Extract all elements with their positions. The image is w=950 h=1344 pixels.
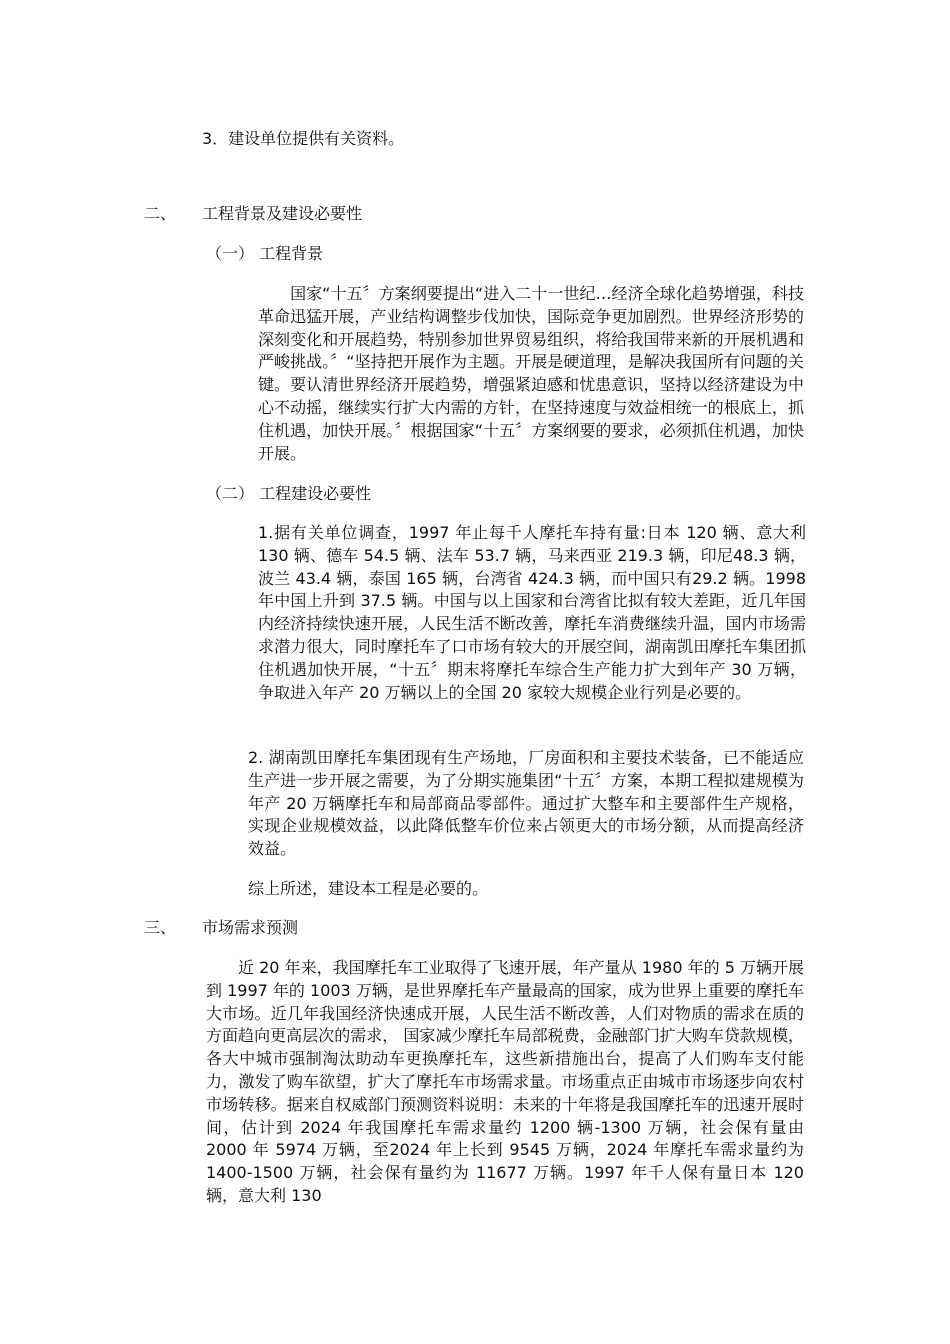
market-paragraph: 近 20 年来，我国摩托车工业取得了飞速开展，年产量从 1980 年的 5 万辆开展到 1997 年的 1003 万辆，是世界摩托车产量最高的国家，成为世界上重要的摩托车大市场。近几年我国经济快速成开展，人民生活不断改善，人们对物质的需求在质的方面趋向更高层次的需求， 国家减少摩托车局部税费，金融部门扩大购车贷款规模，各大中城市强制淘汰助动车更换摩托车，这些新措施出台，提高了人们购车支付能力，激发了购车欲望，扩大了摩托车市场需求量。市场重点正由城市市场逐步向农村市场转移。据来自权威部门预测资料说明：未来的十年将是我国摩托车的迅速开展时间，估计到 2024 年我国摩托车需求量约 1200 辆-1300 万辆，社会保有量由 2000 年 5974 万辆，至2024 年上长到 9545 万辆，2024 年摩托车需求量约为 1400-1500 万辆，社会保有量约为 11677 万辆。1997 年千人保有量日本 120 辆，意大利 130 xyxy=(206,958,810,1205)
necessity-paragraph-1: 1.据有关单位调查，1997 年止每千人摩托车持有量:日本 120 辆、意大利 130 辆、德车 54.5 辆、法车 53.7 辆，马来西亚 219.3 辆，印尼48.3 辆，波兰 43.4 辆，泰国 165 辆，台湾省 424.3 辆，而中国只有29.2 辆。1998 年中国上升到 37.5 辆。中国与以上国家和台湾省比拟有较大差距，近几年国内经济持续快速开展，人民生活不断改善，摩托车消费继续升温，国内市场需求潜力很大，同时摩托车了口市场有较大的开展空间，湖南凯田摩托车集团抓住机遇加快开展，“十五〞期末将摩托车综合生产能力扩大到年产 30 万辆，争取进入年产 20 万辆以上的全国 20 家较大规模企业行列是必要的。 xyxy=(258,523,812,702)
section-3-number: 三、 xyxy=(144,918,177,937)
section-2-number: 二、 xyxy=(144,204,177,223)
item-3: 3．建设单位提供有关资料。 xyxy=(202,129,405,148)
section-3-title: 市场需求预测 xyxy=(202,918,299,937)
background-paragraph: 国家“十五〞方案纲要提出“进入二十一世纪…经济全球化趋势增强，科技革命迅猛开展，产业结构调整步伐加快，国际竞争更加剧烈。世界经济形势的深刻变化和开展趋势，特别参加世界贸易组织，将给我国带来新的开展机遇和严峻挑战。〞“坚持把开展作为主题。开展是硬道理，是解决我国所有问题的关键。要认清世界经济开展趋势，增强紧迫感和忧患意识，坚持以经济建设为中心不动摇，继续实行扩大内需的方针，在坚持速度与效益相统一的根底上，抓住机遇，加快开展。〞根据国家“十五〞方案纲要的要求，必须抓住机遇，加快开展。 xyxy=(258,284,804,463)
necessity-paragraph-2: 2. 湖南凯田摩托车集团现有生产场地，厂房面积和主要技术装备，已不能适应生产进一步开展之需要，为了分期实施集团“十五〞方案，本期工程拟建规模为年产 20 万辆摩托车和局部商品零部件。通过扩大整车和主要部件生产规格，实现企业规模效益，以此降低整车价位来占领更大的市场分额，从而提高经济效益。 xyxy=(248,748,804,859)
subsection-2-title: （二） 工程建设必要性 xyxy=(206,484,372,503)
conclusion-line: 综上所述，建设本工程是必要的。 xyxy=(248,879,489,898)
section-2-title: 工程背景及建设必要性 xyxy=(202,204,363,223)
subsection-1-title: （一） 工程背景 xyxy=(206,244,324,263)
